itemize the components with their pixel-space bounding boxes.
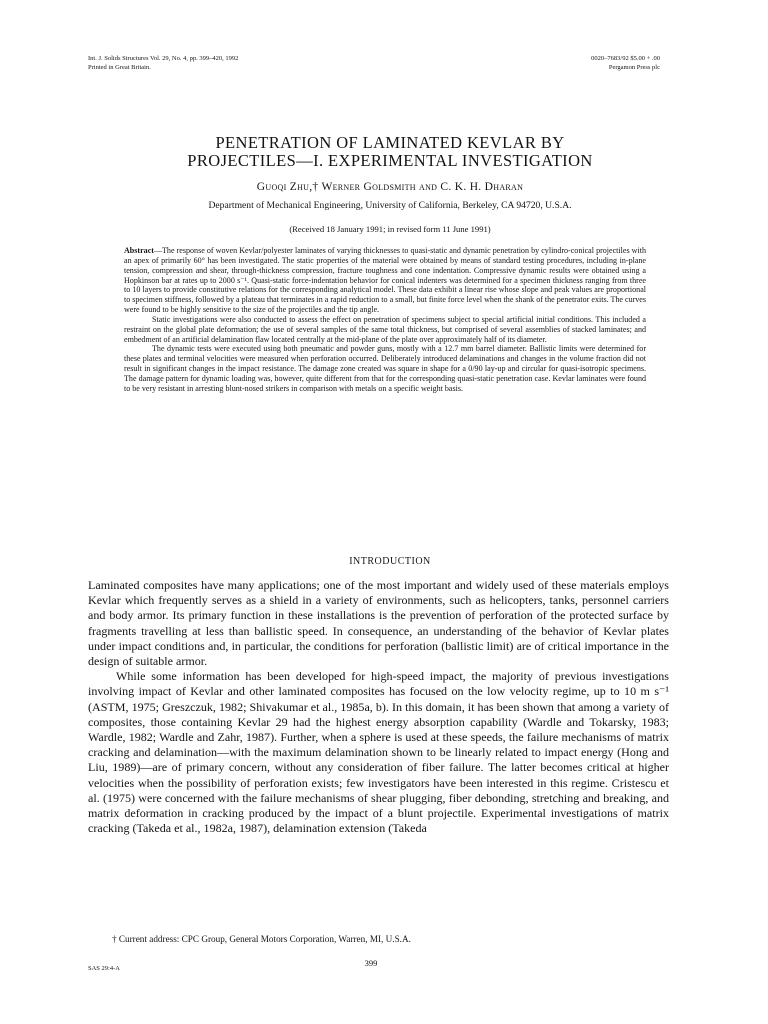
footnote: † Current address: CPC Group, General Motors Corporation, Warren, MI, U.S.A. xyxy=(112,934,411,944)
affiliation: Department of Mechanical Engineering, University of California, Berkeley, CA 94720, U.S.A. xyxy=(208,200,572,211)
abstract-paragraph-1 xyxy=(124,246,646,315)
body-paragraph-2: While some information has been developed for high-speed impact, the majority of previous investigations involving impact of Kevlar and other laminated composites has focused on the low velocity regime, up to 10 m s⁻¹ (ASTM, 1975; Greszczuk, 1982; Shivakumar et al., 1985a, b). In this domain, it has been shown that among a variety of composites, those containing Kevlar 29 had the highest energy absorption capability (Wardle and Tokarsky, 1983; Wardle, 1982; Wardle and Zahr, 1987). Further, when a sphere is used at these speeds, the failure mechanisms of matrix cracking and delamination—with the maximum delamination shown to be linearly related to impact energy (Hong and Liu, 1989)—are of primary concern, without any consideration of fiber failure. The latter becomes critical at higher velocities when the possibility of perforation exists; few investigators have been interested in this regime. Cristescu et al. (1975) were concerned with the failure mechanisms of shear plugging, fiber debonding, stretching and breaking, and matrix deformation in cracking produced by the impact of a blunt projectile. Experimental investigations of matrix cracking (Takeda et al., 1982a, 1987), delamination extension (Takeda xyxy=(88,669,669,836)
abstract-paragraph-2: Static investigations were also conducted to assess the effect on penetration of specimens subject to special artificial initial conditions. This included a restraint on the global plate deformation; the use of several samples of the same total thickness, but comprised of several assemblies of stacked laminates; and embedment of an artificial delamination flaw located centrally at the mid-plane of the plate over approximately half of its diameter. xyxy=(124,314,646,344)
issn-code: 0020–7683/92 $5.00 + .00 xyxy=(591,55,660,62)
body-text xyxy=(88,578,669,836)
abstract-paragraph-3: The dynamic tests were executed using both pneumatic and powder guns, mostly with a 12.7 mm barrel diameter. Ballistic limits were determined for these plates and terminal velocities were measured when perforation occurred. Deliberately introduced delaminations and changes in the volume fraction did not result in significant changes in the impact resistance. The damage zone created was square in shape for a 0/90 lay-up and circular for quasi-isotropic specimens. The damage pattern for dynamic loading was, however, quite different from that for the corresponding quasi-static penetration case. Kevlar laminates were found to be very resistant in arresting blunt-nosed strikers in comparison with metals on a specific weight basis. xyxy=(124,344,646,393)
section-heading-introduction: INTRODUCTION xyxy=(349,556,431,567)
body-paragraph-1: Laminated composites have many applications; one of the most important and widely used of these materials employs Kevlar which frequently serves as a shield in a variety of environments, such as helicopters, tanks, personnel carriers and body armor. Its primary function in these installations is the prevention of perforation of the protected surface by fragments travelling at less than ballistic speed. In consequence, an understanding of the behavior of Kevlar plates under impact conditions and, in particular, the conditions for perforation (ballistic limit) are of critical importance in the design of suitable armor. xyxy=(88,578,669,669)
author-list: Guoqi Zhu,† Werner Goldsmith and C. K. H. Dharan xyxy=(256,181,524,193)
title-line-1: PENETRATION OF LAMINATED KEVLAR BY xyxy=(215,133,565,152)
journal-header xyxy=(88,55,238,72)
printed-in: Printed in Great Britain. xyxy=(88,63,151,71)
abstract-label: Abstract xyxy=(124,246,154,255)
journal-citation: Int. J. Solids Structures Vol. 29, No. 4, pp. 399–420, 1992 xyxy=(88,55,239,62)
publisher-header xyxy=(591,55,660,72)
abstract xyxy=(124,246,646,394)
signature-code: SAS 29:4-A xyxy=(88,965,120,972)
page-number: 399 xyxy=(364,958,378,968)
title-line-2: PROJECTILES—I. EXPERIMENTAL INVESTIGATION xyxy=(187,151,593,170)
abstract-text-1: —The response of woven Kevlar/polyester laminates of varying thicknesses to quasi-static and dynamic penetration by cylindro-conical projectiles with an apex of primarily 60° has been investigated. The static properties of the material were obtained by means of standard testing procedures, including in-plane tension, compression and shear, through-thickness compression, fracture toughness and cone indentation. Compressive dynamic results were obtained using a Hopkinson bar at rates up to 2000 s⁻¹. Quasi-static force-indentation behavior for conical indenters was determined for a specimen thickness ranging from three to 10 layers to provide constitutive relations for the corresponding analytical model. These data exhibit a linear rise whose slope and peak values are proportional to specimen stiffness, followed by a plateau that terminates in a rapid reduction to a small, but finite force level when the shank of the penetrator exits. The curves were found to be highly sensitive to the size of the projectiles and the tip angle. xyxy=(124,246,646,315)
received-date: (Received 18 January 1991; in revised form 11 June 1991) xyxy=(289,224,491,234)
publisher-name: Pergamon Press plc xyxy=(608,63,660,71)
paper-title xyxy=(100,134,680,170)
